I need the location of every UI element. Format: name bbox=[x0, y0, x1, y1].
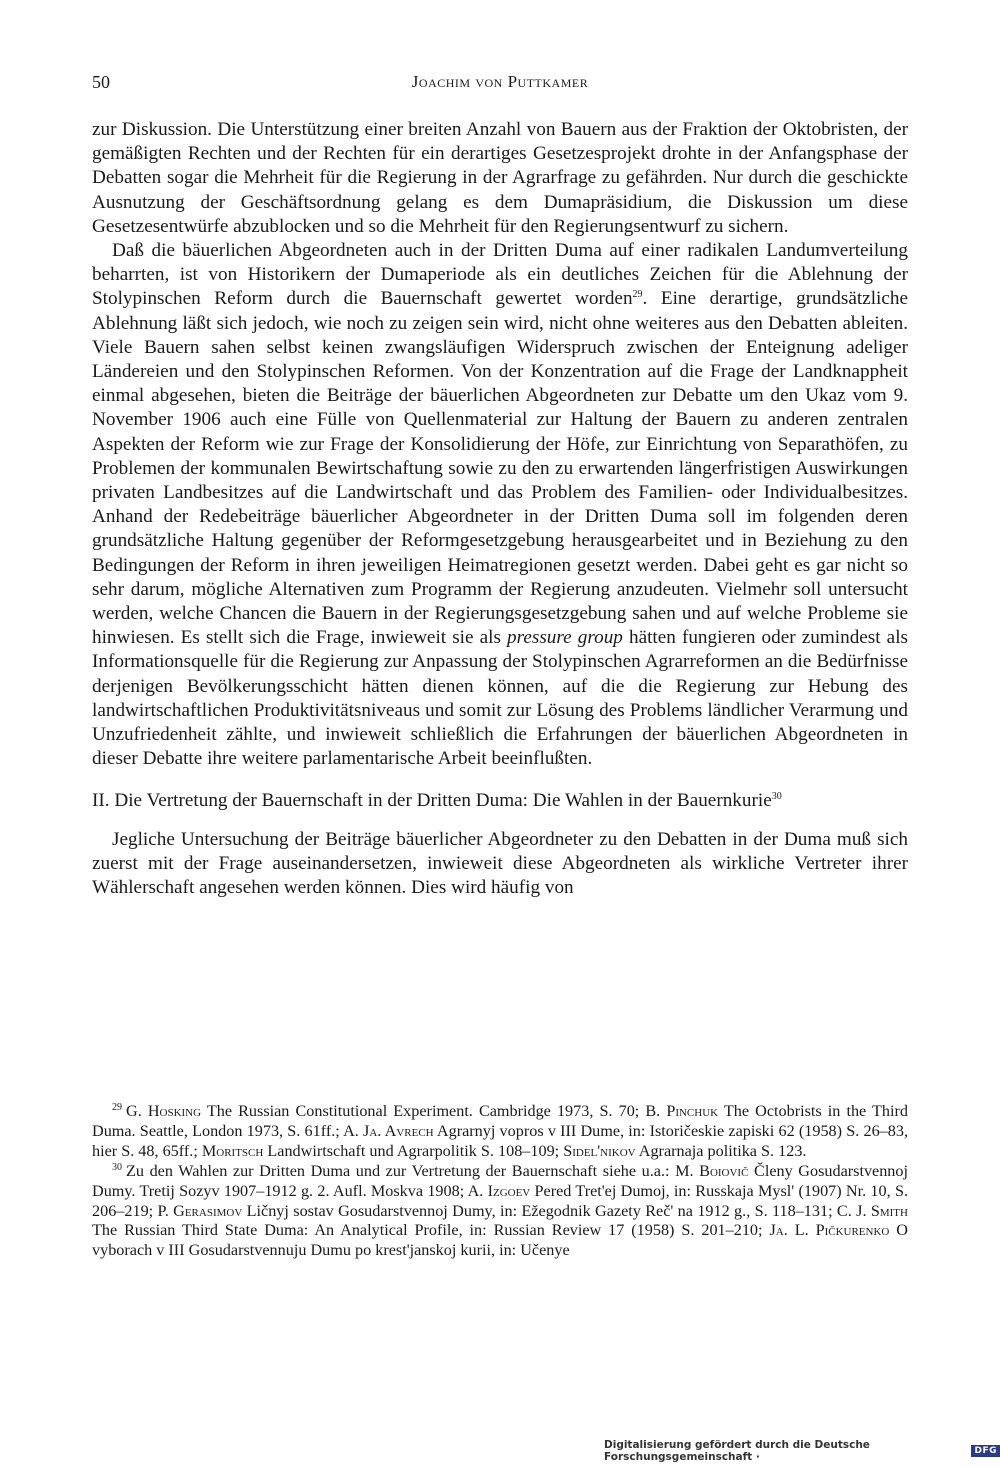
author-name: Smith bbox=[870, 1201, 908, 1220]
footnote-ref-29: 29 bbox=[632, 289, 643, 301]
paragraph-3: Jegliche Untersuchung der Beiträge bäuerlicher Abgeordneter zu den Debatten in der Duma muß sich zuerst mit der Frage auseinandersetzen, inwieweit diese Abgeordneten als wirkliche Vertreter ihrer Wählerschaft angesehen werden können. Dies wird häufig von bbox=[92, 828, 908, 899]
author-name: Moritsch bbox=[201, 1141, 264, 1160]
credit-text: Digitalisierung gefördert durch die Deutsche Forschungsgemeinschaft · bbox=[604, 1438, 870, 1463]
author-name: Gerasimov bbox=[173, 1201, 243, 1220]
footnote-29-text: G. bbox=[126, 1102, 148, 1120]
footnote-30-text: O vyborach v III Gosudarstvennuju Dumu po krest'janskoj kurii, in: Učenye bbox=[92, 1221, 908, 1260]
author-name: Boiovič bbox=[699, 1161, 749, 1180]
footnotes bbox=[92, 1102, 908, 1261]
page-number: 50 bbox=[92, 72, 110, 92]
running-title: Joachim von Puttkamer bbox=[411, 72, 589, 91]
author-name: Ja. Avrech bbox=[363, 1121, 434, 1140]
author-name: Izgoev bbox=[487, 1181, 531, 1200]
footnote-30-text: Ličnyj sostav Gosudarstvennoj Dumy, in: Ežegodnik Gazety Reč' na 1912 g., S. 118–131; C. J. bbox=[242, 1201, 871, 1220]
paragraph-1: zur Diskussion. Die Unterstützung einer breiten Anzahl von Bauern aus der Fraktion der Oktobristen, der gemäßigten Rechten und der Rechten für ein derartiges Gesetzesprojekt drohte in der Anfangsphase der Debatten sogar die Mehrheit für die Regierung in der Agrarfrage zu gefährden. Nur durch die geschickte Ausnutzung der Geschäftsordnung gelang es dem Dumapräsidium, die Diskussion um diese Gesetzesentwürfe abzublocken und so die Mehrheit für den Regierungsentwurf zu sichern. bbox=[92, 119, 908, 237]
footnote-29-mark: 29 bbox=[112, 1102, 122, 1113]
paragraph-2-part-a: Daß die bäuerlichen Abgeordneten auch in der Dritten Duma auf einer radikalen Landumverteilung beharrten, ist von Historikern der Dumaperiode als ein deutliches Zeichen für die Ablehnung der Stolypinschen Reform durch die Bauernschaft gewertet worden bbox=[92, 240, 908, 310]
footnote-30-text: Pered Tret'ej Dumoj, in: Russkaja Mysl' (1907) Nr. 10, S. 206–219; P. bbox=[92, 1181, 908, 1220]
page-header bbox=[92, 72, 908, 102]
author-name: Sidel'nikov bbox=[563, 1141, 636, 1160]
digitization-credit bbox=[604, 1438, 1000, 1463]
footnote-30-mark: 30 bbox=[112, 1161, 122, 1173]
paragraph-2-part-b: . Eine derartige, grundsätzliche Ablehnung läßt sich jedoch, wie noch zu zeigen sein wird, nicht ohne weiteres aus den Debatten ableiten. Viele Bauern sahen selbst keinen zwangsläufigen Widerspruch zwischen der Enteignung adeliger Ländereien und den Stolypinschen Reformen. Von der Konzentration auf die Frage der Landknappheit einmal abgesehen, bieten die Beiträge der bäuerlichen Abgeordneten zur Debatte um den Ukaz vom 9. November 1906 auch eine Fülle von Quellenmaterial zur Haltung der Bauern zu anderen zentralen Aspekten der Reform wie zur Frage der Konsolidierung der Höfe, zur Einrichtung von Separathöfen, zu Problemen der kommunalen Bewirtschaftung sowie zu den zu erwartenden längerfristigen Auswirkungen privaten Landbesitzes auf die Landwirtschaft und das Problem des Familien- oder Individualbesitzes. Anhand der Redebeiträge bäuerlicher Abgeordneter in der Dritten Duma soll im folgenden deren grundsätzliche Haltung gegenüber der Reformgesetzgebung herausgearbeitet und in Beziehung zu den Bedingungen der Reform in ihren jeweiligen Heimatregionen gesetzt werden. Dabei geht es gar nicht so sehr darum, mögliche Alternativen zum Programm der Regierung anzudeuten. Vielmehr soll untersucht werden, welche Chancen die Bauern in der Regierungsgesetzgebung sahen und auf welche Probleme sie hinwiesen. Es stellt sich die Frage, inwieweit sie als bbox=[92, 288, 908, 649]
footnote-29-text: Landwirtschaft und Agrarpolitik S. 108–109; bbox=[263, 1141, 564, 1160]
footnote-ref-30: 30 bbox=[771, 791, 782, 803]
author-name: Ja. L. Pičkurenko bbox=[769, 1221, 890, 1240]
section-heading-text: II. Die Vertretung der Bauernschaft in der Dritten Duma: Die Wahlen in der Bauernkurie bbox=[92, 790, 772, 812]
italic-term: pressure group bbox=[507, 627, 623, 649]
author-name: Pinchuk bbox=[666, 1102, 719, 1120]
dfg-logo-icon: DFG bbox=[971, 1445, 1000, 1457]
footnote-30-text: Zu den Wahlen zur Dritten Duma und zur Vertretung der Bauernschaft siehe u.a.: M. bbox=[126, 1161, 700, 1180]
footnote-30 bbox=[92, 1162, 908, 1262]
section-heading bbox=[92, 789, 908, 813]
footnote-29-text: The Octobrists in the Third Duma. Seattle, London 1973, S. 61ff.; A. bbox=[92, 1102, 908, 1140]
main-text bbox=[92, 118, 908, 900]
footnote-29-text: The Russian Constitutional Experiment. Cambridge 1973, S. 70; B. bbox=[201, 1102, 667, 1120]
footnote-29-text: Agrarnaja politika S. 123. bbox=[635, 1141, 807, 1160]
footnote-29-text: Agrarnyj vopros v III Dume, in: Istoričeskie zapiski 62 (1958) S. 26–83, hier S. 48, 65ff.; bbox=[92, 1121, 908, 1160]
footnote-29 bbox=[92, 1102, 908, 1162]
author-name: Hosking bbox=[147, 1102, 202, 1120]
paragraph-2 bbox=[92, 239, 908, 771]
paragraph-2-part-c: hätten fungieren oder zumindest als Informationsquelle für die Regierung zur Anpassung der Stolypinschen Agrarreformen an die Bedürfnisse derjenigen Bevölkerungsschicht hätten dienen können, auf die die Regierung zur Hebung des landwirtschaftlichen Produktivitätsniveaus und somit zur Lösung des Problems ländlicher Verarmung und Unzufriedenheit zählte, und inwieweit schließlich die Erfahrungen der bäuerlichen Abgeordneten in dieser Debatte ihre weitere parlamentarische Arbeit beeinflußten. bbox=[92, 627, 908, 770]
footnote-30-text: Členy Gosudarstvennoj Dumy. Tretij Sozyv 1907–1912 g. 2. Aufl. Moskva 1908; A. bbox=[92, 1161, 908, 1200]
footnote-30-text: The Russian Third State Duma: An Analytical Profile, in: Russian Review 17 (1958) S. 201–210; bbox=[92, 1221, 770, 1240]
